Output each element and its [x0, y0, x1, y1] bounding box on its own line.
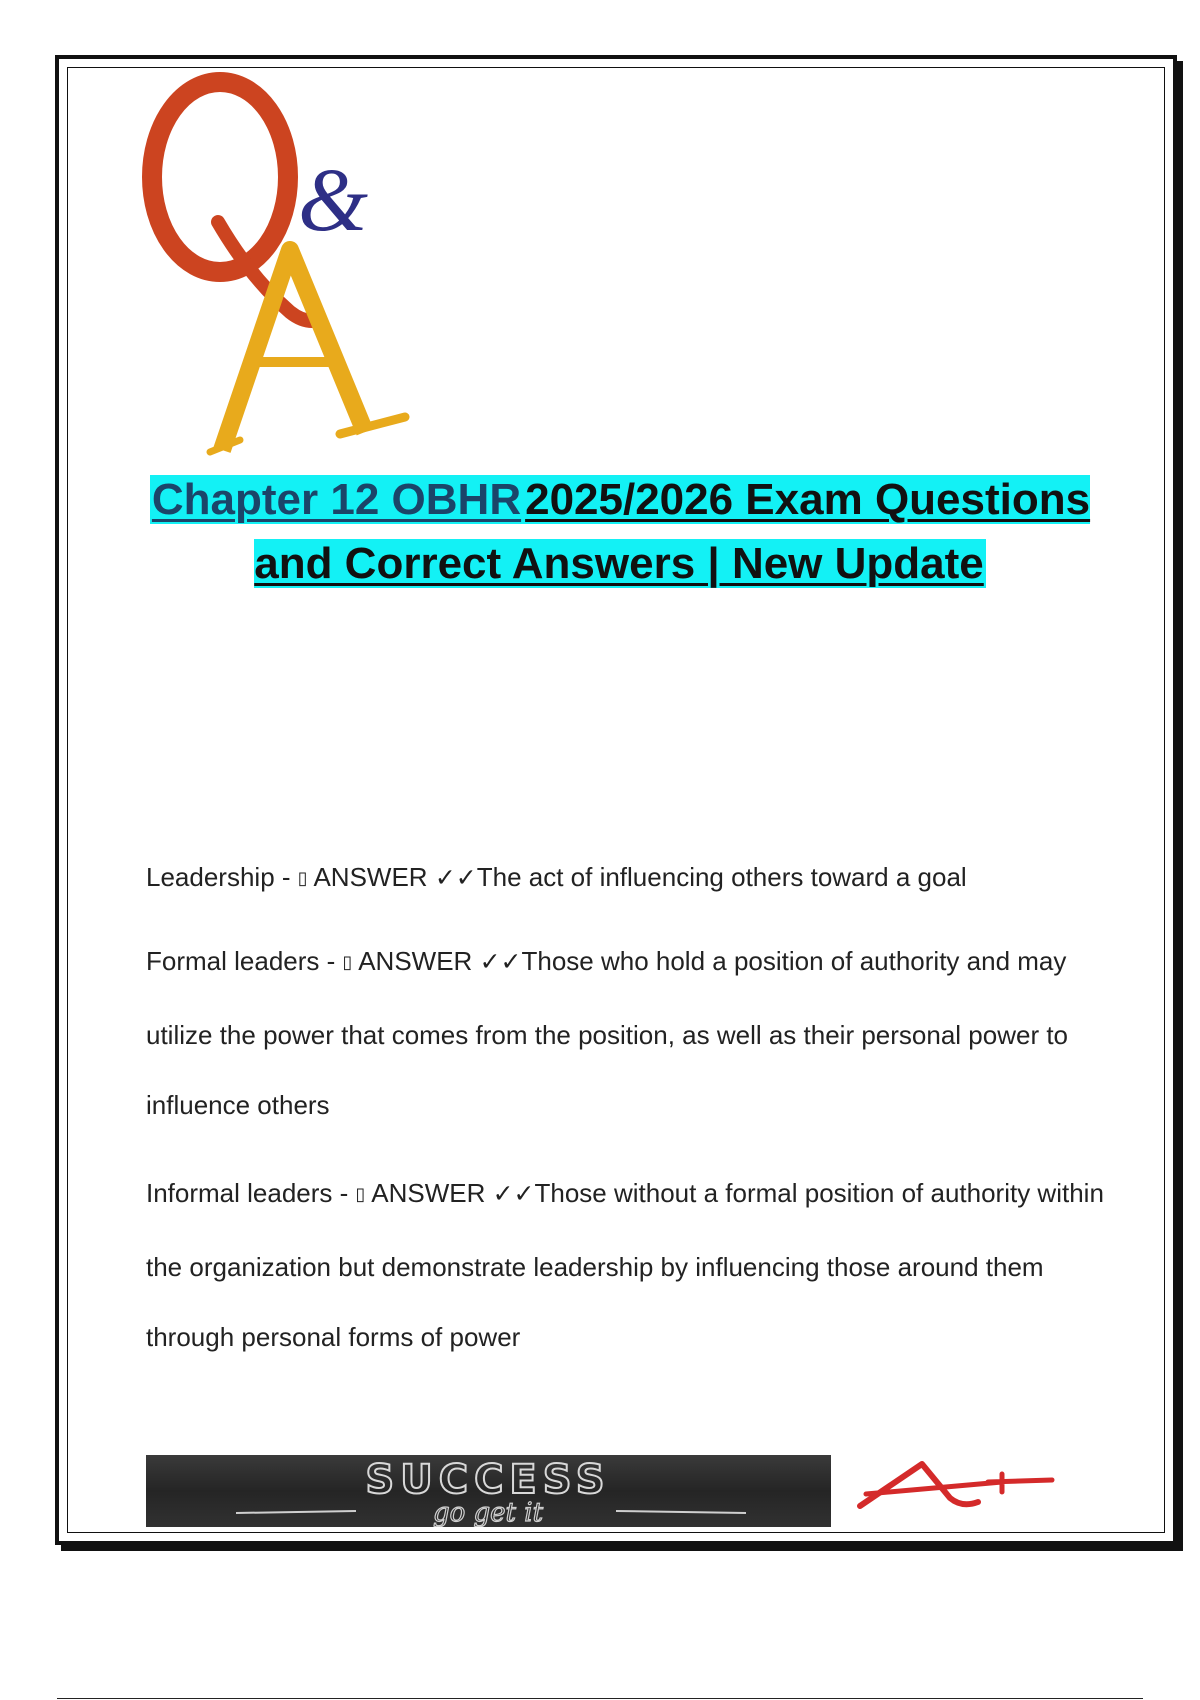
- checkmark-icon: ✓✓: [434, 863, 477, 892]
- qa-definition: Those who hold a position of authority and may utilize the power that comes from the position, as well as their personal power to influence others: [146, 946, 1069, 1120]
- svg-text:go get it: go get it: [432, 1498, 544, 1527]
- title-chapter: Chapter 12 OBHR: [151, 475, 522, 524]
- qa-term: Formal leaders: [146, 946, 320, 976]
- a-plus-graphic: [852, 1452, 1062, 1532]
- qa-item: Informal leaders - ▯ ANSWER ✓✓Those without a formal position of authority within the organization but demonstrate leadership by influencing those around them through personal forms of power: [146, 1178, 1104, 1352]
- footer-divider: [57, 1698, 1143, 1699]
- qa-term: Informal leaders: [146, 1178, 333, 1208]
- qa-definition: Those without a formal position of authority within the organization but demonstrate leadership by influencing those around them through personal forms of power: [146, 1178, 1104, 1352]
- qa-list: [146, 842, 1106, 1390]
- box-glyph-icon: ▯: [342, 952, 353, 973]
- svg-text:SUCCESS: SUCCESS: [365, 1457, 611, 1503]
- checkmark-icon: ✓✓: [479, 947, 522, 976]
- document-title: [120, 468, 1120, 596]
- box-glyph-icon: ▯: [297, 868, 308, 889]
- chalkboard-graphic: [146, 1455, 831, 1527]
- answer-marker: ANSWER: [313, 862, 428, 892]
- title-subtitle: 2025/2026 Exam Questions and Correct Answers | New Update: [254, 475, 1091, 588]
- qa-definition: The act of influencing others toward a goal: [476, 862, 967, 892]
- box-glyph-icon: ▯: [355, 1184, 366, 1205]
- svg-text:&: &: [298, 151, 369, 250]
- qa-logo: [140, 72, 440, 472]
- qa-term: Leadership: [146, 862, 275, 892]
- qa-item: Formal leaders - ▯ ANSWER ✓✓Those who hold a position of authority and may utilize the power that comes from the position, as well as their personal power to influence others: [146, 946, 1069, 1120]
- answer-marker: ANSWER: [358, 946, 473, 976]
- qa-logo-graphic: [140, 72, 440, 472]
- answer-marker: ANSWER: [371, 1178, 486, 1208]
- success-banner-image: [146, 1455, 831, 1527]
- qa-item: Leadership - ▯ ANSWER ✓✓The act of influencing others toward a goal: [146, 862, 967, 892]
- checkmark-icon: ✓✓: [492, 1179, 535, 1208]
- a-plus-badge: [852, 1452, 1062, 1532]
